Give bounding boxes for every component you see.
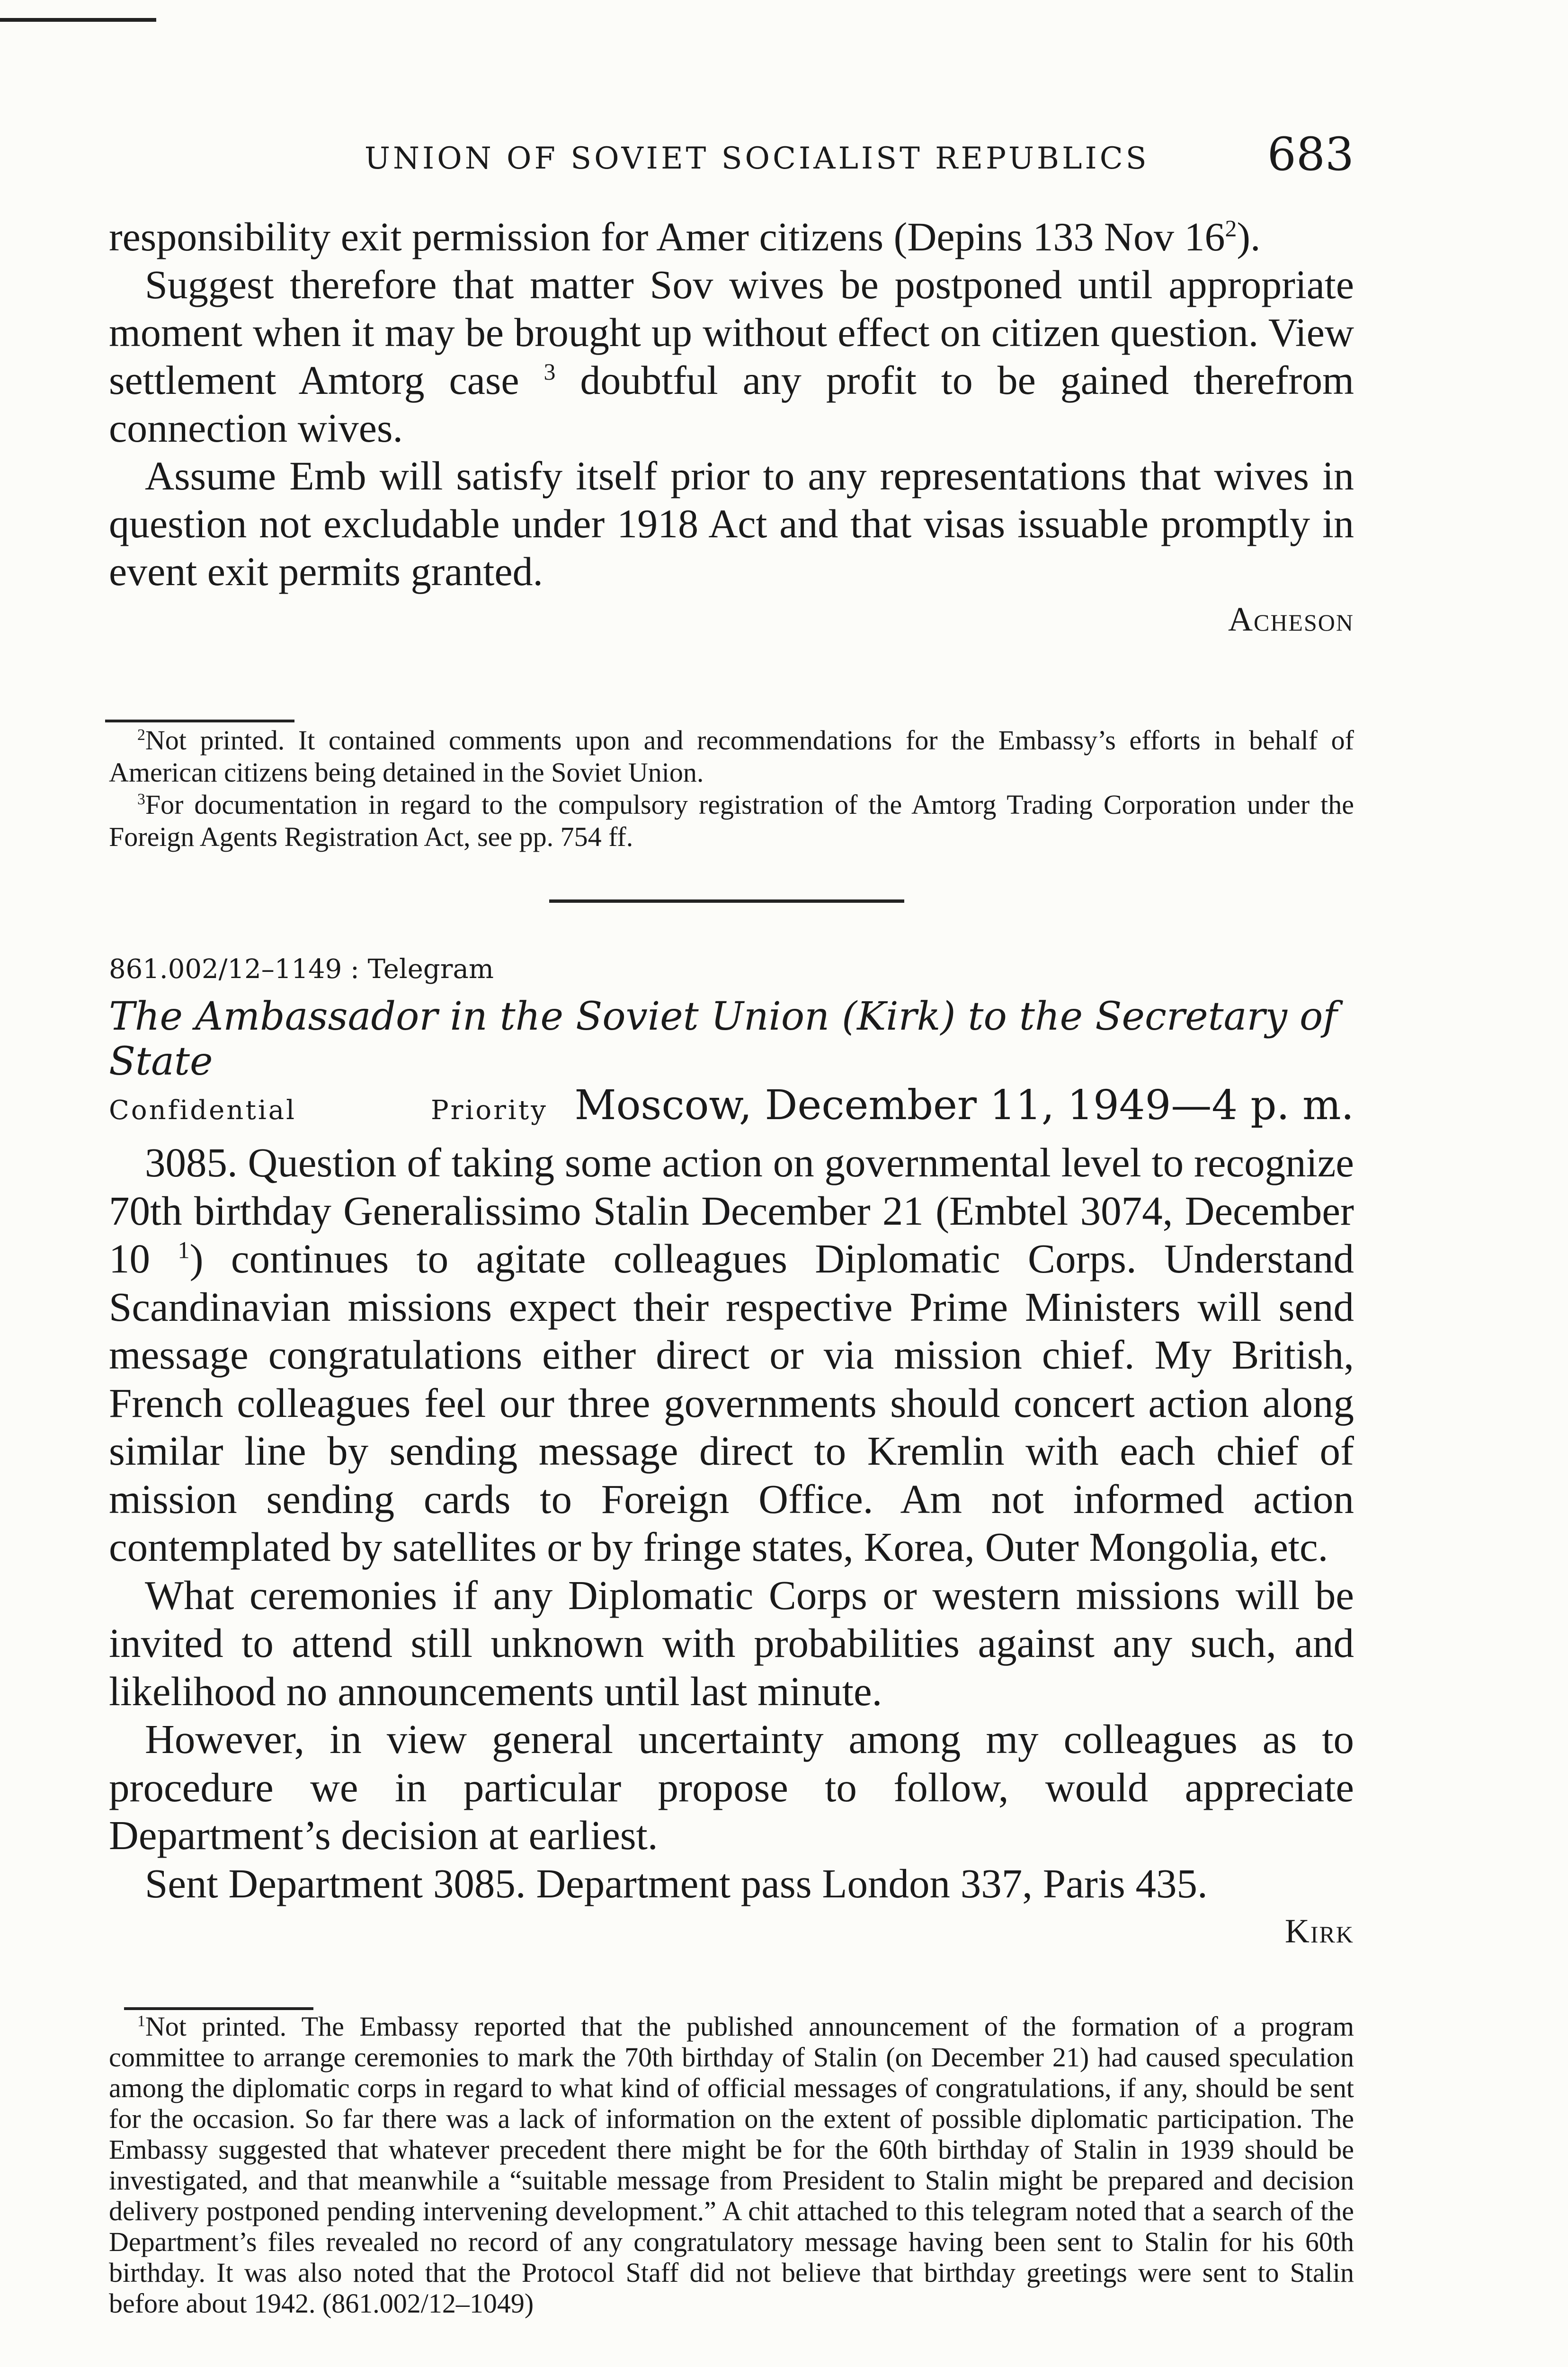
text-run: 3085. Question of taking some action on governmental level to recognize 70th birthday Generalissimo Stalin December 21 (Embtel 3074, December 10 (109, 1139, 1354, 1281)
footnote (109, 724, 1354, 789)
paragraph: However, in view general uncertainty among my colleagues as to procedure we in particular propose to follow, would appreciate Department’s decision at earliest. (109, 1716, 1354, 1858)
footnotes-1 (109, 724, 1354, 853)
running-head: UNION OF SOVIET SOCIALIST REPUBLICS (365, 141, 1149, 176)
signature: Acheson (1228, 600, 1354, 638)
footnote-ref: 1 (178, 1237, 190, 1264)
telegram-1-body (109, 213, 1354, 643)
footnote-ref: 3 (543, 359, 556, 385)
footnote-text: Not printed. It contained comments upon and recommendations for the Embassy’s efforts in behalf of American citizens being detained in the Soviet Union. (109, 725, 1354, 788)
paragraph: Sent Department 3085. Department pass London 337, Paris 435. (145, 1860, 1208, 1906)
signature: Kirk (1284, 1912, 1354, 1950)
telegram-2-body (109, 1139, 1354, 1956)
footnotes-2 (109, 2011, 1354, 2319)
classification: Confidential (109, 1095, 297, 1126)
footnote-marker: 1 (137, 2012, 145, 2030)
paragraph (109, 213, 1354, 261)
text-run: doubtful any profit to be gained therefrom connection wives. (109, 357, 1354, 451)
text-run: ) continues to agitate colleagues Diplomatic Corps. Understand Scandinavian missions expect their respective Prime Ministers will send message congratulations either direct or via mission chief. My British, French colleagues feel our three governments should concert action along similar line by sending message direct to Kremlin with each chief of mission sending cards to Foreign Office. Am not informed action contemplated by satellites or by fringe states, Korea, Outer Mongolia, etc. (109, 1236, 1354, 1570)
footnote (109, 2011, 1354, 2319)
place-date: Moscow, December 11, 1949—4 p. m. (574, 1082, 1354, 1129)
paragraph (109, 1139, 1354, 1571)
top-edge-rule (0, 18, 156, 22)
text-run: ). (1237, 214, 1261, 259)
paragraph (109, 261, 1354, 452)
footnote-rule (105, 720, 294, 722)
paragraph: Assume Emb will satisfy itself prior to any representations that wives in question not excludable under 1918 Act and that visas issuable promptly in event exit permits granted. (109, 453, 1354, 594)
text-run: Suggest therefore that matter Sov wives be postponed until appropriate moment when it may be brought up without effect on citizen question. View settlement Amtorg case (109, 262, 1354, 403)
file-reference: 861.002/12–1149 : Telegram (109, 954, 494, 985)
footnote-text: Not printed. The Embassy reported that the published announcement of the formation of a program committee to arrange ceremonies to mark the 70th birthday of Stalin (on December 21) had caused speculation among the diplomatic corps in regard to what kind of official messages of congratulations, if any, should be sent for the occasion. So far there was a lack of information on the extent of possible diplomatic participation. The Embassy suggested that whatever precedent there might be for the 60th birthday of Stalin in 1939 should be investigated, and that meanwhile a “suitable message from President to Stalin might be prepared and decision delivery postponed pending intervening development.” A chit attached to this telegram noted that a search of the Department’s files revealed no record of any congratulatory message having been sent to Stalin for his 60th birthday. It was also noted that the Protocol Staff did not believe that birthday greetings were sent to Stalin before about 1942. (861.002/12–1049) (109, 2011, 1354, 2319)
footnote-text: For documentation in regard to the compulsory registration of the Amtorg Trading Corporation under the Foreign Agents Registration Act, see pp. 754 ff. (109, 789, 1354, 852)
footnote-rule (124, 2007, 313, 2010)
priority: Priority (431, 1095, 548, 1126)
dateline (109, 1082, 1354, 1129)
page-header (109, 128, 1354, 185)
footnote-marker: 3 (137, 790, 145, 808)
text-run: responsibility exit permission for Amer citizens (Depins 133 Nov 16 (109, 214, 1225, 259)
section-divider (549, 899, 904, 903)
footnote-marker: 2 (137, 726, 145, 744)
footnote-ref: 2 (1225, 215, 1237, 242)
paragraph: What ceremonies if any Diplomatic Corps or western missions will be invited to attend still unknown with probabilities against any such, and likelihood no announcements until last minute. (109, 1572, 1354, 1714)
page-number: 683 (1267, 128, 1354, 181)
footnote (109, 789, 1354, 853)
document-title: The Ambassador in the Soviet Union (Kirk) to the Secretary of State (109, 994, 1337, 1084)
